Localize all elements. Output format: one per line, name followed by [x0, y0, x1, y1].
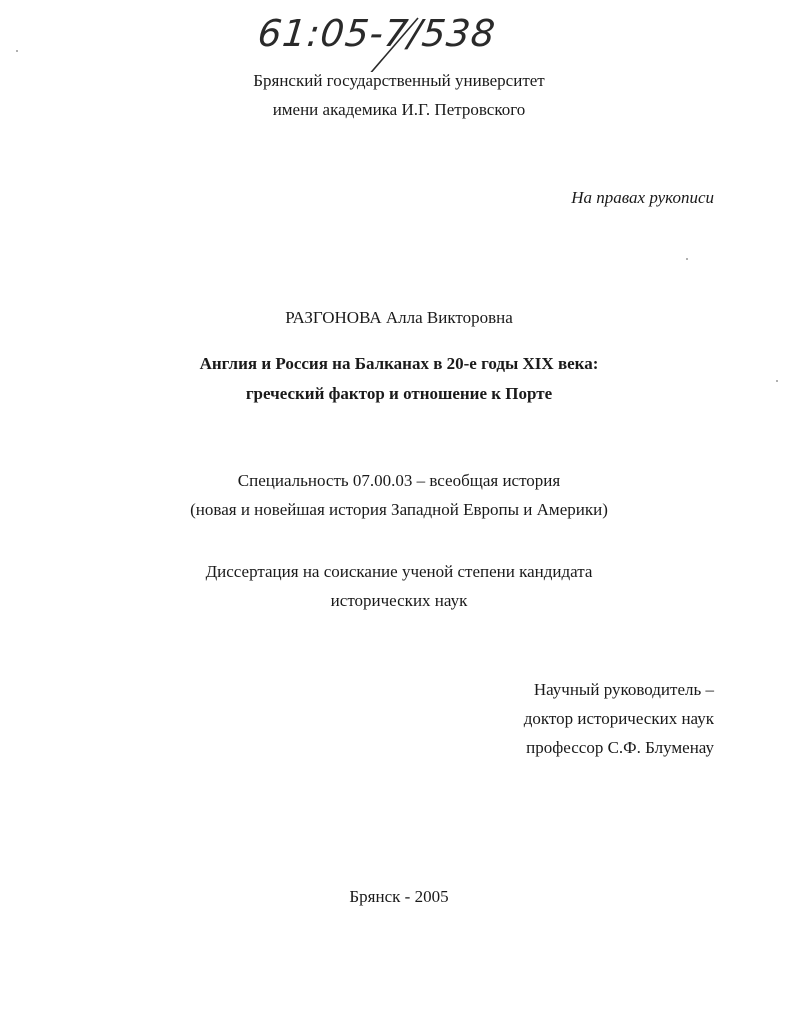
- degree-line-2: исторических наук: [330, 591, 468, 610]
- university-line-1: Брянский государственный университет: [253, 71, 545, 90]
- scan-speck: [16, 50, 18, 52]
- place-year: Брянск - 2005: [349, 887, 449, 906]
- handwritten-strikes-icon: [258, 12, 508, 72]
- specialty-line-1: Специальность 07.00.03 – всеобщая история: [237, 471, 561, 490]
- scan-speck: [776, 380, 778, 382]
- scan-speck: [686, 258, 688, 260]
- author-name: РАЗГОНОВА Алла Викторовна: [285, 308, 513, 327]
- manuscript-note: На правах рукописи: [571, 188, 714, 207]
- supervisor-line-1: Научный руководитель –: [533, 680, 714, 699]
- university-line-2: имени академика И.Г. Петровского: [272, 100, 526, 119]
- degree-line-1: Диссертация на соискание ученой степени кандидата: [205, 562, 593, 581]
- dissertation-title-line-2: греческий фактор и отношение к Порте: [245, 384, 553, 403]
- handwritten-code-text: 61:05-7/538: [255, 12, 498, 55]
- supervisor-line-2: доктор исторических наук: [523, 709, 714, 728]
- specialty-line-2: (новая и новейшая история Западной Европы и Америки): [190, 500, 608, 519]
- supervisor-line-3: профессор С.Ф. Блуменау: [526, 738, 714, 757]
- dissertation-title-line-1: Англия и Россия на Балканах в 20-е годы XIX века:: [199, 354, 599, 373]
- handwritten-archive-code: [255, 12, 508, 72]
